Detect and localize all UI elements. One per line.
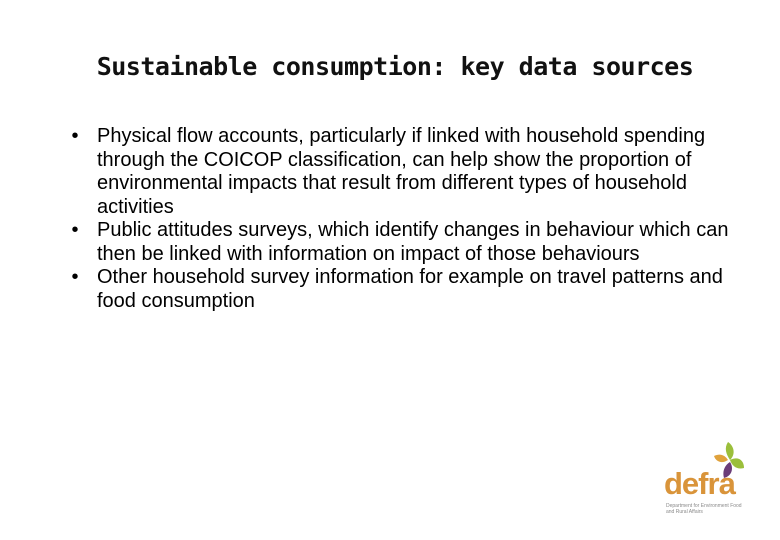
logo-tagline: Department for Environment Food and Rural Affairs	[666, 503, 742, 515]
bullet-marker: •	[71, 219, 79, 241]
bullet-text: Public attitudes surveys, which identify changes in behaviour which can then be linked with information on impact of those behaviours	[97, 219, 729, 265]
bullet-item	[68, 219, 748, 266]
bullet-text: Physical flow accounts, particularly if linked with household spending through the COICOP classification, can help show the proportion of environmental impacts that result from different types of household activities	[97, 125, 706, 218]
bullet-marker: •	[71, 125, 79, 147]
bullet-item	[68, 125, 748, 219]
bullet-marker: •	[71, 266, 79, 288]
bullet-item	[68, 266, 748, 313]
slide-title: Sustainable consumption: key data sources	[96, 52, 694, 81]
bullet-list	[68, 125, 748, 313]
defra-logo	[660, 440, 746, 518]
bullet-text: Other household survey information for example on travel patterns and food consumption	[97, 266, 723, 312]
logo-wordmark: defra	[664, 466, 735, 501]
